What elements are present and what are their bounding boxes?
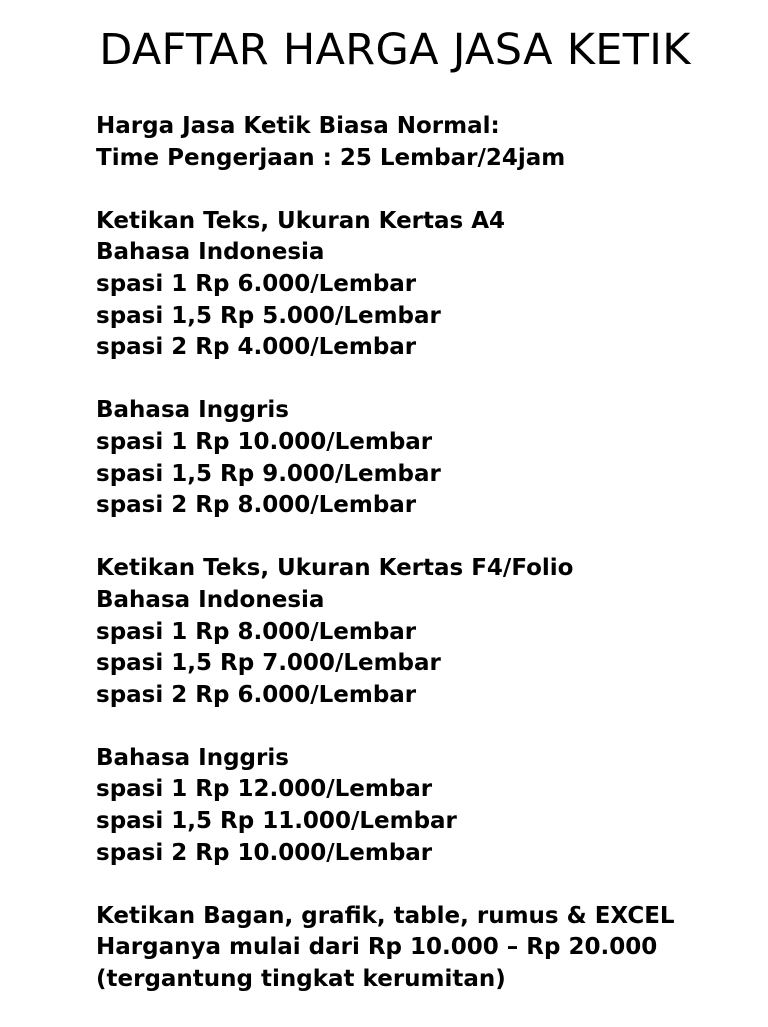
language-label: Bahasa Inggris <box>96 397 289 424</box>
price-line: spasi 1,5 Rp 5.000/Lembar <box>96 302 441 329</box>
price-note: (tergantung tingkat kerumitan) <box>96 966 506 993</box>
price-line: spasi 2 Rp 4.000/Lembar <box>96 334 417 361</box>
price-line: spasi 2 Rp 8.000/Lembar <box>96 492 417 519</box>
special-typing-heading: Ketikan Bagan, grafik, table, rumus & EXCEL <box>96 902 675 929</box>
f4-english-block <box>96 743 756 869</box>
price-range: Harganya mulai dari Rp 10.000 – Rp 20.000 <box>96 934 658 961</box>
language-label: Bahasa Indonesia <box>96 586 325 613</box>
a4-indonesian-block <box>96 206 756 364</box>
language-label: Bahasa Indonesia <box>96 239 325 266</box>
page-title: DAFTAR HARGA JASA KETIK <box>99 25 691 75</box>
price-line: spasi 2 Rp 10.000/Lembar <box>96 839 433 866</box>
a4-english-block <box>96 395 756 521</box>
price-line: spasi 1,5 Rp 11.000/Lembar <box>96 808 457 835</box>
price-line: spasi 1 Rp 10.000/Lembar <box>96 428 433 455</box>
price-line: spasi 1 Rp 8.000/Lembar <box>96 618 417 645</box>
price-line: spasi 1,5 Rp 9.000/Lembar <box>96 460 441 487</box>
section-heading-f4: Ketikan Teks, Ukuran Kertas F4/Folio <box>96 555 574 582</box>
price-line: spasi 2 Rp 6.000/Lembar <box>96 681 417 708</box>
price-line: spasi 1 Rp 12.000/Lembar <box>96 776 433 803</box>
intro-block <box>96 111 756 174</box>
intro-heading: Harga Jasa Ketik Biasa Normal: <box>96 113 500 139</box>
price-line: spasi 1 Rp 6.000/Lembar <box>96 270 417 297</box>
section-heading-a4: Ketikan Teks, Ukuran Kertas A4 <box>96 207 506 234</box>
special-typing-block <box>96 901 756 996</box>
price-list-content <box>96 111 756 1027</box>
language-label: Bahasa Inggris <box>96 744 289 771</box>
f4-indonesian-block <box>96 553 756 711</box>
price-line: spasi 1,5 Rp 7.000/Lembar <box>96 650 441 677</box>
turnaround-time: Time Pengerjaan : 25 Lembar/24jam <box>96 144 566 171</box>
